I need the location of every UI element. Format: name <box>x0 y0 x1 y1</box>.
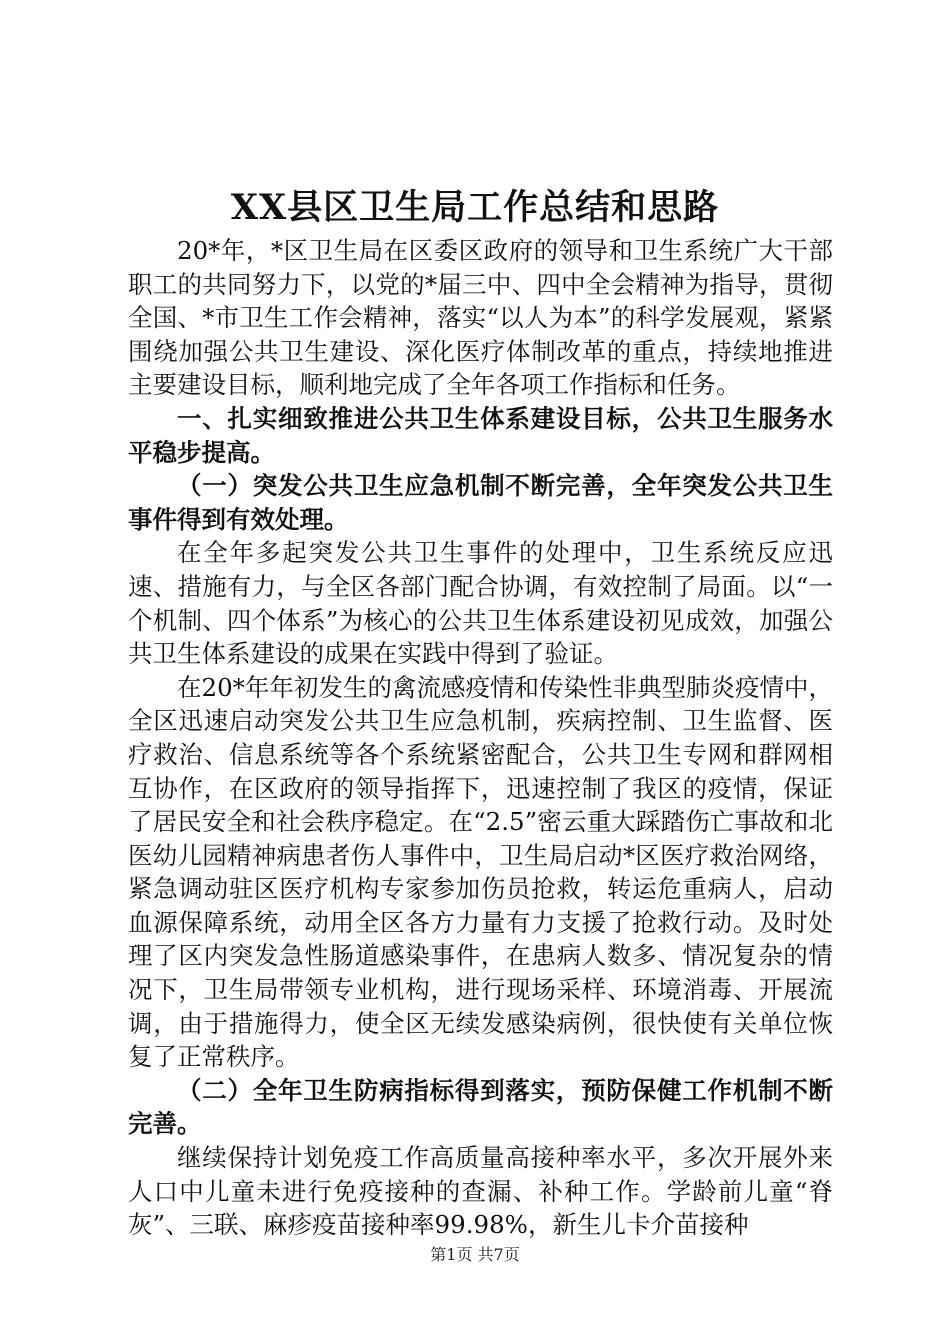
document-title: XX县区卫生局工作总结和思路 <box>230 187 720 228</box>
intro-paragraph: 20*年，*区卫生局在区委区政府的领导和卫生系统广大干部职工的共同努力下，以党的*届三中、四中全会精神为指导，贯彻全国、*市卫生工作会精神，落实“以人为本”的科学发展观，紧紧围绕加强公共卫生建设、深化医疗体制改革的重点，持续地推进主要建设目标，顺利地完成了全年各项工作指标和任务。 <box>128 236 833 400</box>
document-body <box>128 234 833 1242</box>
body-paragraph: 在全年多起突发公共卫生事件的处理中，卫生系统反应迅速、措施有力，与全区各部门配合协调，有效控制了局面。以“一个机制、四个体系”为核心的公共卫生体系建设初见成效，加强公共卫生体系建设的成果在实践中得到了验证。 <box>128 538 833 669</box>
body-paragraph: 继续保持计划免疫工作高质量高接种率水平，多次开展外来人口中儿童未进行免疫接种的查漏、补种工作。学龄前儿童“脊灰”、三联、麻疹疫苗接种率99.98%，新生儿卡介苗接种 <box>128 1143 833 1240</box>
subsection-heading-2: （二）全年卫生防病指标得到落实，预防保健工作机制不断完善。 <box>128 1075 833 1139</box>
body-paragraph: 在20*年年初发生的禽流感疫情和传染性非典型肺炎疫情中，全区迅速启动突发公共卫生应急机制，疾病控制、卫生监督、医疗救治、信息系统等各个系统紧密配合，公共卫生专网和群网相互协作，在区政府的领导指挥下，迅速控制了我区的疫情，保证了居民安全和社会秩序稳定。在“2.5”密云重大踩踏伤亡事故和北医幼儿园精神病患者伤人事件中，卫生局启动*区医疗救治网络，紧急调动驻区医疗机构专家参加伤员抢救，转运危重病人，启动血源保障系统，动用全区各方力量有力支援了抢救行动。及时处理了区内突发急性肠道感染事件，在患病人数多、情况复杂的情况下，卫生局带领专业机构，进行现场采样、环境消毒、开展流调，由于措施得力，使全区无续发感染病例，很快使有关单位恢复了正常秩序。 <box>128 672 833 1072</box>
section-heading-1: 一、扎实细致推进公共卫生体系建设目标，公共卫生服务水平稳步提高。 <box>128 403 833 467</box>
page-footer: 第1页 共7页 <box>430 1245 520 1264</box>
subsection-heading-1: （一）突发公共卫生应急机制不断完善，全年突发公共卫生事件得到有效处理。 <box>128 471 833 534</box>
